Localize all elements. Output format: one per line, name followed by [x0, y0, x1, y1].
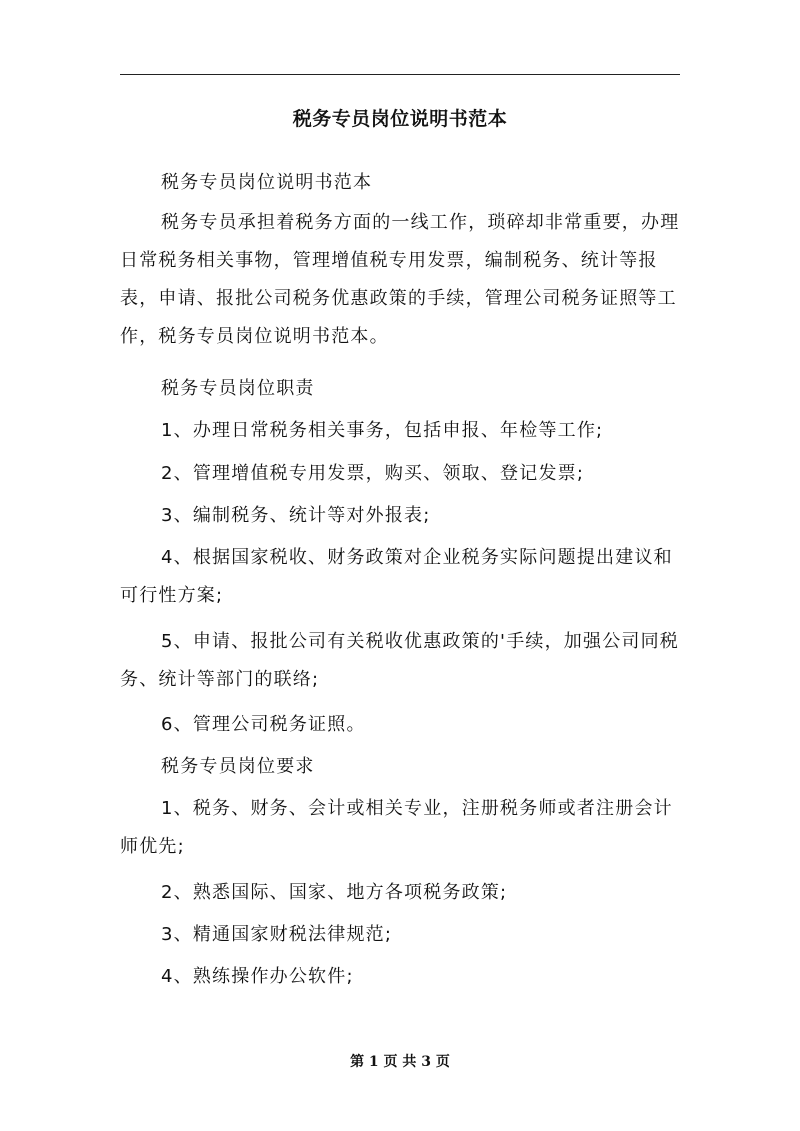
duty-item-3: 3、编制税务、统计等对外报表;	[161, 505, 431, 526]
duty-item-5: 5、申请、报批公司有关税收优惠政策的'手续，加强公司同税务、统计等部门的联络;	[120, 631, 679, 690]
duty-item-4: 4、根据国家税收、财务政策对企业税务实际问题提出建议和可行性方案;	[120, 547, 673, 606]
section-heading-duties: 税务专员岗位职责	[161, 378, 315, 399]
paragraph-intro: 税务专员承担着税务方面的一线工作，琐碎却非常重要，办理日常税务相关事物，管理增值税专用发票，编制税务、统计等报表，申请、报批公司税务优惠政策的手续，管理公司税务证照等工作，税务专员岗位说明书范本。	[120, 212, 680, 347]
document-title: 税务专员岗位说明书范本	[292, 108, 508, 130]
header-rule	[120, 74, 680, 75]
duty-item-2: 2、管理增值税专用发票，购买、领取、登记发票;	[161, 463, 585, 484]
section-heading-requirements: 税务专员岗位要求	[161, 756, 315, 777]
paragraph-subtitle: 税务专员岗位说明书范本	[161, 172, 373, 193]
duty-item-1: 1、办理日常税务相关事务，包括申报、年检等工作;	[161, 420, 604, 441]
page-footer: 第 1 页 共 3 页	[350, 1054, 450, 1070]
requirement-item-4: 4、熟练操作办公软件;	[161, 966, 354, 987]
duty-item-6: 6、管理公司税务证照。	[161, 714, 366, 735]
requirement-item-3: 3、精通国家财税法律规范;	[161, 924, 393, 945]
requirement-item-2: 2、熟悉国际、国家、地方各项税务政策;	[161, 882, 508, 903]
requirement-item-1: 1、税务、财务、会计或相关专业，注册税务师或者注册会计师优先;	[120, 798, 673, 857]
